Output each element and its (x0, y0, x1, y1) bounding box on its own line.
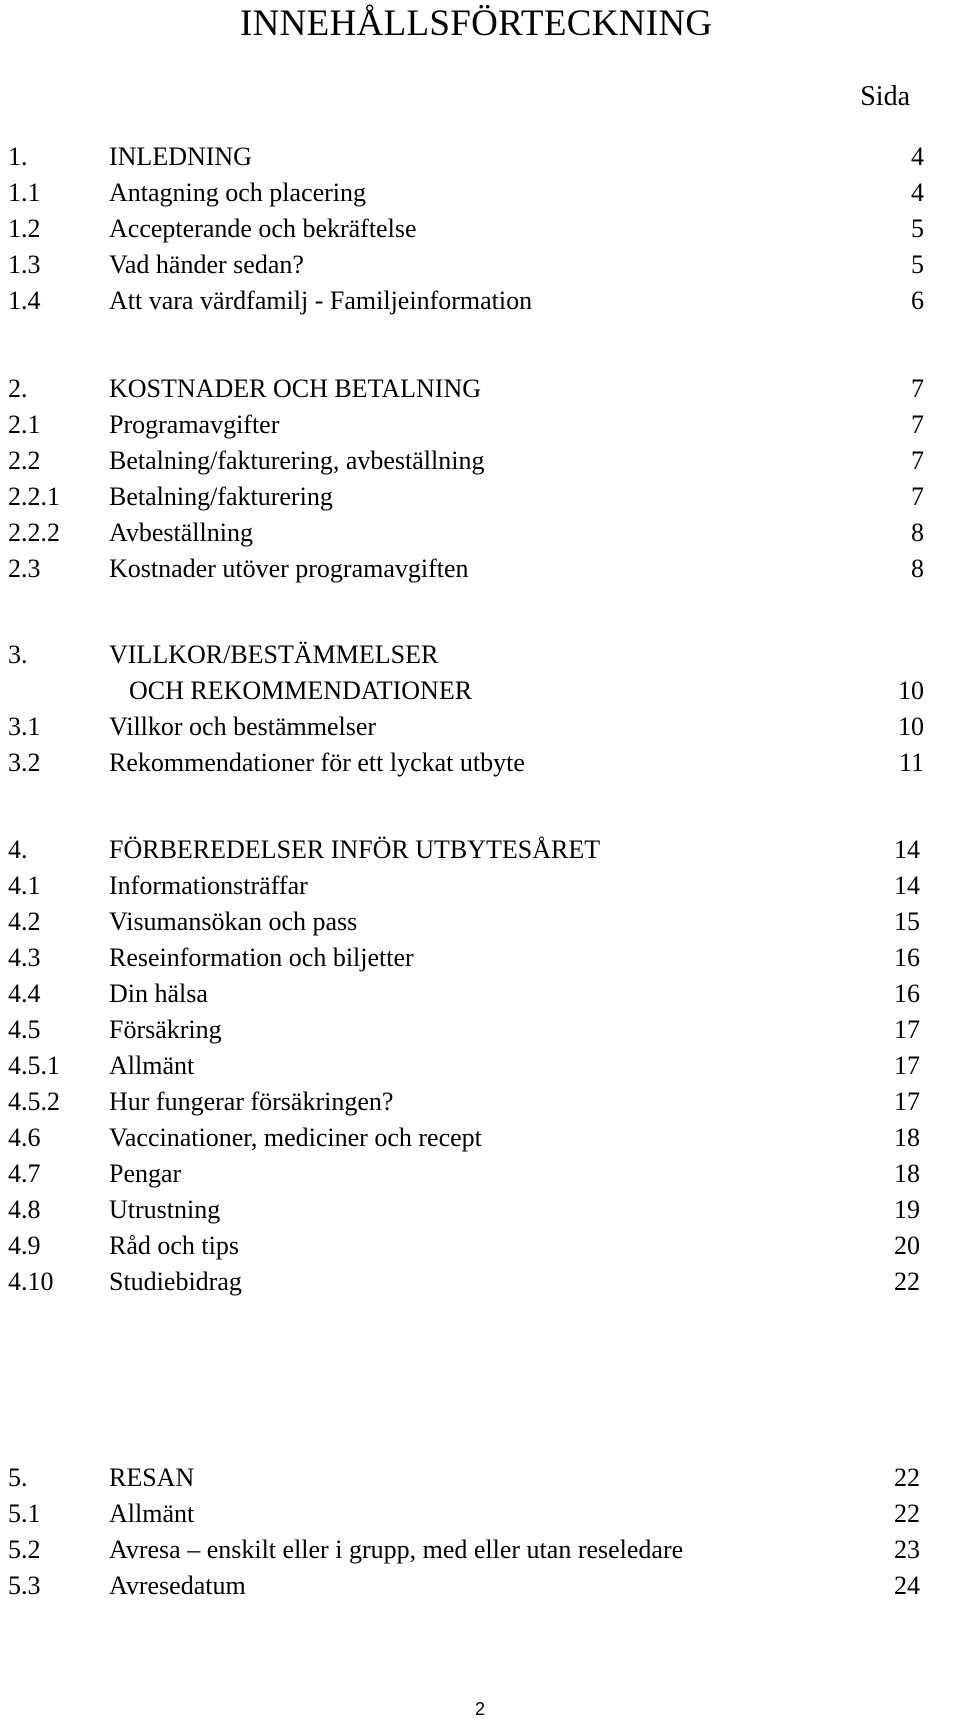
toc-entry-number: 1.4 (8, 286, 41, 315)
toc-entry-number: 1.2 (8, 214, 41, 243)
toc-entry-page: 19 (894, 1195, 920, 1224)
toc-entry-number: 4.4 (8, 979, 41, 1008)
toc-entry-title: Antagning och placering (109, 178, 367, 207)
toc-entry-number: 4.7 (8, 1159, 41, 1188)
toc-entry-number: 2. (8, 374, 28, 403)
toc-entry-number: 4.5.1 (8, 1051, 60, 1080)
toc-entry-title: Råd och tips (109, 1231, 239, 1260)
toc-entry-number: 4.2 (8, 907, 41, 936)
toc-entry-number: 3.1 (8, 712, 41, 741)
toc-entry-page: 10 (898, 712, 924, 741)
toc-entry-number: 5.3 (8, 1571, 41, 1600)
toc-entry-page: 7 (911, 374, 924, 403)
toc-entry[interactable] (0, 904, 960, 940)
page-title: INNEHÅLLSFÖRTECKNING (240, 3, 713, 44)
toc-section-3 (0, 637, 960, 781)
toc-entry[interactable] (0, 1228, 960, 1264)
toc-entry-title: Allmänt (109, 1051, 195, 1080)
toc-entry[interactable] (0, 283, 960, 319)
toc-entry-page: 4 (911, 142, 924, 171)
toc-entry-number: 5.2 (8, 1535, 41, 1564)
toc-entry-number: 5.1 (8, 1499, 41, 1528)
toc-entry[interactable] (0, 637, 960, 673)
toc-entry-number: 4.10 (8, 1267, 54, 1296)
toc-entry-page: 7 (911, 482, 924, 511)
toc-entry[interactable] (0, 1496, 960, 1532)
toc-entry-title: Allmänt (109, 1499, 195, 1528)
toc-entry-title: Att vara värdfamilj - Familjeinformation (109, 286, 533, 315)
toc-entry[interactable] (0, 1460, 960, 1496)
toc-entry-title: Vad händer sedan? (109, 250, 304, 279)
toc-entry[interactable] (0, 247, 960, 283)
toc-entry[interactable] (0, 1532, 960, 1568)
toc-entry-page: 17 (894, 1015, 920, 1044)
toc-entry-number: 1.1 (8, 178, 41, 207)
toc-section-1 (0, 139, 960, 319)
toc-entry-title: Accepterande och bekräftelse (109, 214, 417, 243)
toc-entry-title: RESAN (109, 1463, 195, 1492)
toc-entry-page: 5 (911, 214, 924, 243)
toc-entry-page: 14 (894, 871, 920, 900)
toc-entry-number: 2.2.2 (8, 518, 60, 547)
toc-entry-page: 14 (894, 835, 920, 864)
toc-entry-number: 5. (8, 1463, 28, 1492)
toc-entry-title: Avresa – enskilt eller i grupp, med eller utan reseledare (109, 1535, 684, 1564)
toc-entry-page: 5 (911, 250, 924, 279)
toc-entry[interactable] (0, 515, 960, 551)
toc-entry-title: Din hälsa (109, 979, 208, 1008)
toc-entry-title: FÖRBEREDELSER INFÖR UTBYTESÅRET (109, 835, 601, 864)
toc-entry-page: 10 (898, 676, 924, 705)
toc-entry-number: 2.2.1 (8, 482, 60, 511)
toc-entry[interactable] (0, 976, 960, 1012)
toc-entry[interactable] (0, 1012, 960, 1048)
toc-entry-number: 4.6 (8, 1123, 41, 1152)
toc-entry[interactable] (0, 1120, 960, 1156)
toc-entry[interactable] (0, 443, 960, 479)
toc-entry[interactable] (0, 940, 960, 976)
toc-entry[interactable] (0, 745, 960, 781)
toc-entry-number: 3. (8, 640, 28, 669)
toc-entry[interactable] (0, 1084, 960, 1120)
toc-entry-page: 8 (911, 554, 924, 583)
toc-entry-title: Vaccinationer, mediciner och recept (109, 1123, 482, 1152)
toc-entry[interactable] (0, 1156, 960, 1192)
toc-entry-page: 22 (894, 1267, 920, 1296)
toc-entry-title: Programavgifter (109, 410, 280, 439)
toc-entry-number: 4.8 (8, 1195, 41, 1224)
toc-entry[interactable] (0, 479, 960, 515)
toc-entry[interactable] (0, 1192, 960, 1228)
toc-entry[interactable] (0, 551, 960, 587)
toc-entry-page: 16 (894, 943, 920, 972)
toc-entry[interactable] (0, 1568, 960, 1604)
toc-entry-page: 18 (894, 1159, 920, 1188)
toc-entry-number: 2.2 (8, 446, 41, 475)
toc-entry-page: 11 (898, 748, 924, 777)
toc-section-4 (0, 832, 960, 1300)
toc-entry-title: Studiebidrag (109, 1267, 242, 1296)
toc-entry-title: Rekommendationer för ett lyckat utbyte (109, 748, 525, 777)
toc-entry-title: Utrustning (109, 1195, 221, 1224)
toc-entry-title: Villkor och bestämmelser (109, 712, 377, 741)
toc-entry[interactable] (0, 371, 960, 407)
toc-entry-number: 3.2 (8, 748, 41, 777)
toc-section-5 (0, 1460, 960, 1604)
toc-entry-page: 20 (894, 1231, 920, 1260)
page-number: 2 (474, 1699, 485, 1719)
toc-entry-title: Avresedatum (109, 1571, 246, 1600)
toc-entry-page: 24 (894, 1571, 920, 1600)
toc-entry[interactable] (0, 175, 960, 211)
toc-entry-title: Försäkring (109, 1015, 222, 1044)
toc-entry-number: 1.3 (8, 250, 41, 279)
toc-entry[interactable] (0, 832, 960, 868)
toc-entry-title: VILLKOR/BESTÄMMELSER (109, 640, 439, 669)
toc-entry-page: 7 (911, 446, 924, 475)
toc-entry-number: 4.3 (8, 943, 41, 972)
toc-entry[interactable] (0, 1264, 960, 1300)
toc-entry-page: 17 (894, 1087, 920, 1116)
toc-entry-title: Informationsträffar (109, 871, 308, 900)
toc-entry-number: 1. (8, 142, 28, 171)
toc-entry[interactable] (0, 211, 960, 247)
toc-entry-title: Pengar (109, 1159, 182, 1188)
toc-entry-title: Visumansökan och pass (109, 907, 358, 936)
toc-entry-title: Betalning/fakturering (109, 482, 333, 511)
toc-entry-page: 15 (894, 907, 920, 936)
toc-entry-number: 2.1 (8, 410, 41, 439)
toc-entry-title: Kostnader utöver programavgiften (109, 554, 469, 583)
toc-entry-page: 4 (911, 178, 924, 207)
toc-entry-title: Betalning/fakturering, avbeställning (109, 446, 485, 475)
toc-entry[interactable] (0, 868, 960, 904)
toc-entry-title: Avbeställning (109, 518, 253, 547)
toc-entry-title: Reseinformation och biljetter (109, 943, 414, 972)
toc-entry-continuation[interactable] (0, 673, 960, 709)
toc-entry-title: KOSTNADER OCH BETALNING (109, 374, 482, 403)
toc-entry-number: 4. (8, 835, 28, 864)
toc-entry-title: OCH REKOMMENDATIONER (129, 676, 473, 705)
toc-entry-page: 6 (911, 286, 924, 315)
toc-entry[interactable] (0, 139, 960, 175)
toc-entry[interactable] (0, 709, 960, 745)
toc-entry-number: 4.5.2 (8, 1087, 60, 1116)
toc-entry-page: 7 (911, 410, 924, 439)
toc-entry-number: 2.3 (8, 554, 41, 583)
toc-entry[interactable] (0, 1048, 960, 1084)
toc-entry-page: 8 (911, 518, 924, 547)
toc-entry[interactable] (0, 407, 960, 443)
toc-entry-page: 23 (894, 1535, 920, 1564)
page-column-header: Sida (860, 81, 910, 112)
toc-entry-number: 4.5 (8, 1015, 41, 1044)
toc-section-2 (0, 371, 960, 587)
toc-entry-page: 18 (894, 1123, 920, 1152)
toc-entry-number: 4.1 (8, 871, 41, 900)
toc-entry-page: 17 (894, 1051, 920, 1080)
toc-entry-title: INLEDNING (109, 142, 252, 171)
toc-entry-title: Hur fungerar försäkringen? (109, 1087, 394, 1116)
toc-entry-page: 22 (894, 1463, 920, 1492)
toc-entry-page: 16 (894, 979, 920, 1008)
toc-entry-page: 22 (894, 1499, 920, 1528)
toc-entry-number: 4.9 (8, 1231, 41, 1260)
